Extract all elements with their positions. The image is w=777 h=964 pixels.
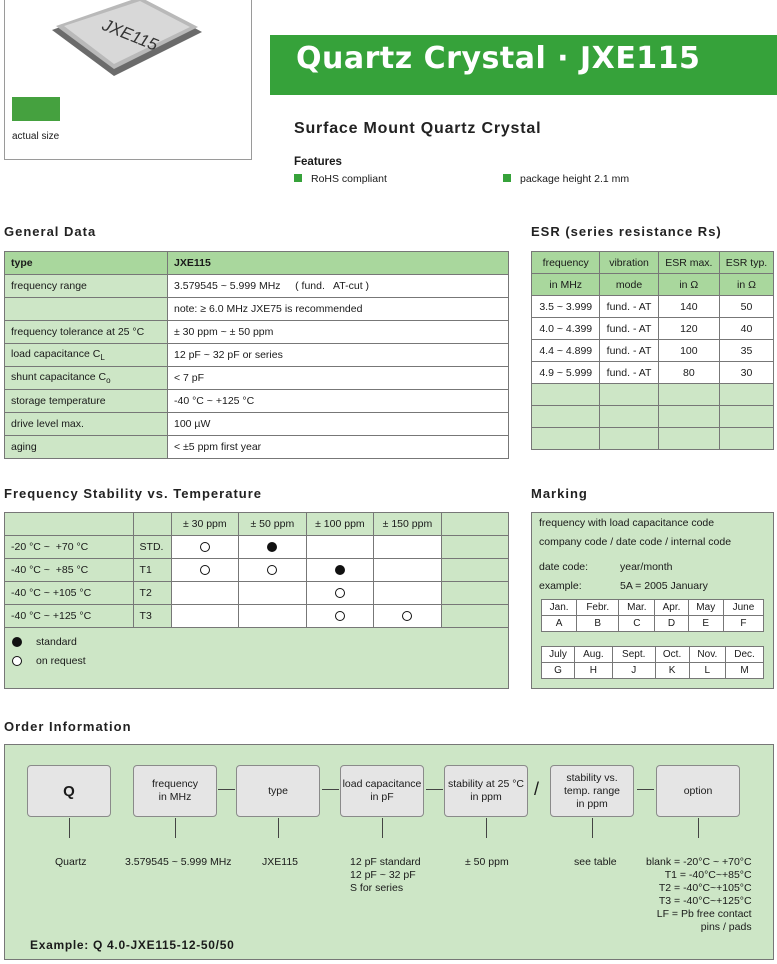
feature-item: RoHS compliant <box>294 173 387 185</box>
order-info-title: Order Information <box>4 719 132 734</box>
table-row: July Aug. Sept. Oct. Nov. Dec. <box>542 647 764 663</box>
open-circle-icon <box>267 565 277 575</box>
order-label-options: blank = -20°C ~ +70°C T1 = -40°C~+85°C T2 = -40°C~+105°C T3 = -40°C~+125°C LF = Pb free contact pins / pads <box>646 856 752 933</box>
order-label-load: 12 pF standard 12 pF ~ 32 pF S for series <box>350 856 421 894</box>
filled-circle-icon <box>267 542 277 552</box>
order-box-load-capacitance: load capacitance in pF <box>340 765 424 817</box>
separator-dash <box>637 789 654 790</box>
table-header-row: type JXE115 <box>5 252 509 275</box>
table-row <box>532 384 774 406</box>
table-row: storage temperature -40 °C ~ +125 °C <box>5 390 509 413</box>
connector-line <box>382 818 383 838</box>
open-circle-icon <box>12 656 22 666</box>
legend-standard: standard <box>12 636 77 648</box>
feature-item: package height 2.1 mm <box>503 173 629 185</box>
table-row: -40 °C ~ +85 °C T1 <box>5 559 509 582</box>
separator-dash <box>218 789 235 790</box>
month-code-table-2 <box>541 646 764 679</box>
table-row: 4.9 ~ 5.999 fund. - AT 80 30 <box>532 362 774 384</box>
marking-line-1: frequency with load capacitance code <box>539 517 715 529</box>
connector-line <box>698 818 699 838</box>
features-title: Features <box>294 156 342 168</box>
table-row: load capacitance $C_L$ 12 pF ~ 32 pF or series <box>5 344 509 367</box>
table-header-row: ± 30 ppm ± 50 ppm ± 100 ppm ± 150 ppm <box>5 513 509 536</box>
table-row: drive level max. 100 µW <box>5 413 509 436</box>
table-row: G H J K L M <box>542 663 764 679</box>
order-label-type: JXE115 <box>262 856 298 868</box>
esr-table <box>531 251 774 450</box>
table-row: note: ≥ 6.0 MHz JXE75 is recommended <box>5 298 509 321</box>
connector-line <box>486 818 487 838</box>
order-example: Example: Q 4.0-JXE115-12-50/50 <box>30 938 235 952</box>
bullet-square-icon <box>294 174 302 182</box>
open-circle-icon <box>200 542 210 552</box>
table-row: 4.4 ~ 4.899 fund. - AT 100 35 <box>532 340 774 362</box>
month-code-table-1 <box>541 599 764 632</box>
order-label-see-table: see table <box>574 856 617 868</box>
actual-size-swatch <box>12 97 60 121</box>
example-value: 5A = 2005 January <box>620 580 708 592</box>
table-row: 4.0 ~ 4.399 fund. - AT 120 40 <box>532 318 774 340</box>
connector-line <box>175 818 176 838</box>
filled-circle-icon <box>12 637 22 647</box>
table-row: frequency tolerance at 25 °C ± 30 ppm ~ ± 50 ppm <box>5 321 509 344</box>
table-row: aging < ±5 ppm first year <box>5 436 509 459</box>
table-row <box>532 428 774 450</box>
separator-slash: / <box>534 779 540 799</box>
separator-dash <box>322 789 339 790</box>
table-header-row: frequency vibration ESR max. ESR typ. <box>532 252 774 274</box>
order-box-type: type <box>236 765 320 817</box>
order-box-temp-stability: stability vs. temp. range in ppm <box>550 765 634 817</box>
example-label: example: <box>539 580 582 592</box>
filled-circle-icon <box>335 565 345 575</box>
bullet-square-icon <box>503 174 511 182</box>
table-row: -40 °C ~ +125 °C T3 <box>5 605 509 628</box>
table-row: shunt capacitance $C_o$ < 7 pF <box>5 367 509 390</box>
order-box-q: Q <box>27 765 111 817</box>
table-row: 3.5 ~ 3.999 fund. - AT 140 50 <box>532 296 774 318</box>
open-circle-icon <box>335 611 345 621</box>
page-title: Quartz Crystal · JXE115 <box>296 41 701 76</box>
connector-line <box>592 818 593 838</box>
page-subtitle: Surface Mount Quartz Crystal <box>294 120 542 137</box>
open-circle-icon <box>335 588 345 598</box>
general-data-table <box>4 251 509 459</box>
table-row: frequency range 3.579545 ~ 5.999 MHz ( fund. AT-cut ) <box>5 275 509 298</box>
esr-title: ESR (series resistance Rs) <box>531 224 722 239</box>
separator-dash <box>426 789 443 790</box>
general-data-title: General Data <box>4 224 97 239</box>
date-code-value: year/month <box>620 561 673 573</box>
stability-title: Frequency Stability vs. Temperature <box>4 486 262 501</box>
order-label-quartz: Quartz <box>55 856 87 868</box>
connector-line <box>69 818 70 838</box>
open-circle-icon <box>200 565 210 575</box>
open-circle-icon <box>402 611 412 621</box>
crystal-marking: JXE115 <box>99 15 161 55</box>
stability-table <box>4 512 509 628</box>
order-box-option: option <box>656 765 740 817</box>
connector-line <box>278 818 279 838</box>
order-box-stability: stability at 25 °C in ppm <box>444 765 528 817</box>
marking-line-2: company code / date code / internal code <box>539 536 732 548</box>
order-box-frequency: frequency in MHz <box>133 765 217 817</box>
table-row: A B C D E F <box>542 616 764 632</box>
order-label-stability: ± 50 ppm <box>465 856 509 868</box>
table-row: -40 °C ~ +105 °C T2 <box>5 582 509 605</box>
table-row <box>532 406 774 428</box>
crystal-package-image <box>44 0 204 78</box>
legend-on-request: on request <box>12 655 86 667</box>
date-code-label: date code: <box>539 561 589 573</box>
table-row: Jan. Febr. Mar. Apr. May June <box>542 600 764 616</box>
order-label-frequency: 3.579545 ~ 5.999 MHz <box>125 856 232 868</box>
table-row: -20 °C ~ +70 °C STD. <box>5 536 509 559</box>
actual-size-label: actual size <box>12 131 60 142</box>
table-header-row: in MHz mode in Ω in Ω <box>532 274 774 296</box>
marking-title: Marking <box>531 486 588 501</box>
